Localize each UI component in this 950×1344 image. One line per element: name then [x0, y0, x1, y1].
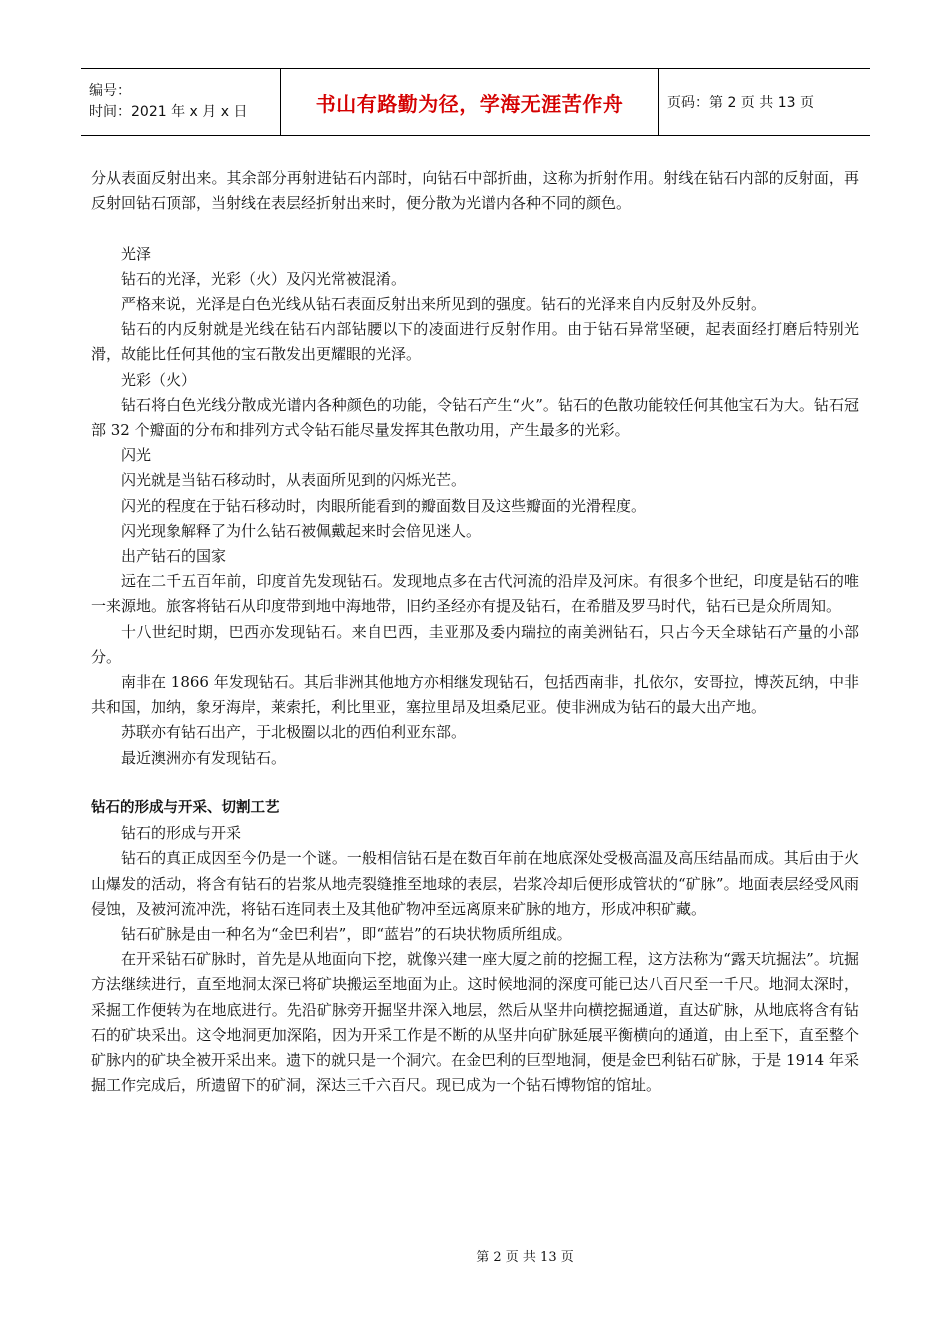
- paragraph-spacer: [91, 216, 859, 241]
- paragraph: 钻石将白色光线分散成光谱内各种颜色的功能，令钻石产生“火”。钻石的色散功能较任何其他宝石为大。钻石冠部 32 个瓣面的分布和排列方式令钻石能尽量发挥其色散功用，产生最多的光彩。: [91, 395, 859, 440]
- section-heading: 钻石的形成与开采、切割工艺: [91, 800, 280, 817]
- paragraph: 闪光现象解释了为什么钻石被佩戴起来时会倍见迷人。: [121, 521, 482, 540]
- header-motto: 书山有路勤为径，学海无涯苦作舟: [315, 91, 624, 116]
- paragraph: 在开采钻石矿脉时，首先是从地面向下挖，就像兴建一座大厦之前的挖掘工程，这方法称为“露天坑掘法”。坑掘方法继续进行，直至地洞太深已将矿块搬运至地面为止。这时候地洞的深度可能已达八百尺至一千尺。地洞太深时，采掘工作便转为在地底进行。先沿矿脉旁开掘坚井深入地层，然后从坚井向横挖掘通道，直达矿脉，从地底将含有钻石的矿块采出。这令地洞更加深陷，因为开采工作是不断的从坚井向矿脉延展平衡横向的通道，由上至下，直至整个矿脉内的矿块全被开采出来。遗下的就只是一个洞穴。在金巴利的巨型地洞，便是金巴利钻石矿脉，于是 1914 年采掘工作完成后，所遗留下的矿洞，深达三千六百尺。现已成为一个钻石博物馆的馆址。: [91, 950, 859, 1095]
- paragraph: 钻石的内反射就是光线在钻石内部钻腰以下的凌面进行反射作用。由于钻石异常坚硬，起表面经打磨后特别光滑，故能比任何其他的宝石散发出更耀眼的光泽。: [91, 320, 859, 364]
- section-subheading: 闪光: [121, 446, 152, 465]
- document-time-label: 时间：2021 年 x 月 x 日: [89, 104, 248, 120]
- page-header: [81, 68, 870, 136]
- section-subheading: 光泽: [121, 244, 152, 263]
- header-page-cell: [659, 69, 870, 135]
- header-page-info: 页码：第 2 页 共 13 页: [667, 95, 814, 111]
- paragraph-spacer: [91, 771, 859, 796]
- header-meta: [81, 69, 281, 135]
- section-subheading: 钻石的形成与开采: [121, 824, 242, 843]
- paragraph: 苏联亦有钻石出产，于北极圈以北的西伯利亚东部。: [121, 723, 467, 742]
- paragraph: 远在二千五百年前，印度首先发现钻石。发现地点多在古代河流的沿岸及河床。有很多个世纪，印度是钻石的唯一来源地。旅客将钻石从印度带到地中海地带，旧约圣经亦有提及钻石，在希腊及罗马时代，钻石已是众所周知。: [91, 572, 859, 616]
- section-subheading: 出产钻石的国家: [121, 547, 227, 566]
- paragraph: 钻石的真正成因至今仍是一个谜。一般相信钻石是在数百年前在地底深处受极高温及高压结晶而成。其后由于火山爆发的活动，将含有钻石的岩浆从地壳裂缝推至地球的表层，岩浆冷却后便形成管状的“矿脉”。地面表层经受风雨侵蚀，及被河流冲洗，将钻石连同表土及其他矿物冲至远离原来矿脉的地方，形成冲积矿藏。: [91, 849, 859, 918]
- section-subheading: 光彩（火）: [121, 370, 197, 389]
- paragraph: 严格来说，光泽是白色光线从钻石表面反射出来所见到的强度。钻石的光泽来自内反射及外反射。: [121, 295, 767, 313]
- paragraph: 十八世纪时期，巴西亦发现钻石。来自巴西，圭亚那及委内瑞拉的南美洲钻石，只占今天全球钻石产量的小部分。: [91, 622, 859, 666]
- header-motto-cell: [281, 69, 659, 135]
- paragraph: 最近澳洲亦有发现钻石。: [121, 748, 287, 767]
- paragraph: 闪光就是当钻石移动时，从表面所见到的闪烁光芒。: [121, 471, 467, 490]
- paragraph: 钻石矿脉是由一种名为“金巴利岩”，即“蓝岩”的石块状物质所组成。: [121, 925, 572, 944]
- document-number-label: 编号：: [89, 83, 131, 99]
- paragraph: 南非在 1866 年发现钻石。其后非洲其他地方亦相继发现钻石，包括西南非，扎依尔，安哥拉，博茨瓦纳，中非共和国，加纳，象牙海岸，莱索托，利比里亚，塞拉里昂及坦桑尼亚。使非洲成为钻石的最大出产地。: [91, 673, 859, 717]
- paragraph: 闪光的程度在于钻石移动时，肉眼所能看到的瓣面数目及这些瓣面的光滑程度。: [121, 496, 647, 515]
- page-footer: [0, 1246, 950, 1265]
- paragraph: 分从表面反射出来。其余部分再射进钻石内部时，向钻石中部折曲，这称为折射作用。射线在钻石内部的反射面，再反射回钻石顶部，当射线在表层经折射出来时，便分散为光谱内各种不同的颜色。: [91, 169, 859, 213]
- document-body: [91, 166, 859, 1098]
- footer-page-number: 第 2 页 共 13 页: [476, 1250, 574, 1265]
- paragraph: 钻石的光泽，光彩（火）及闪光常被混淆。: [121, 269, 407, 288]
